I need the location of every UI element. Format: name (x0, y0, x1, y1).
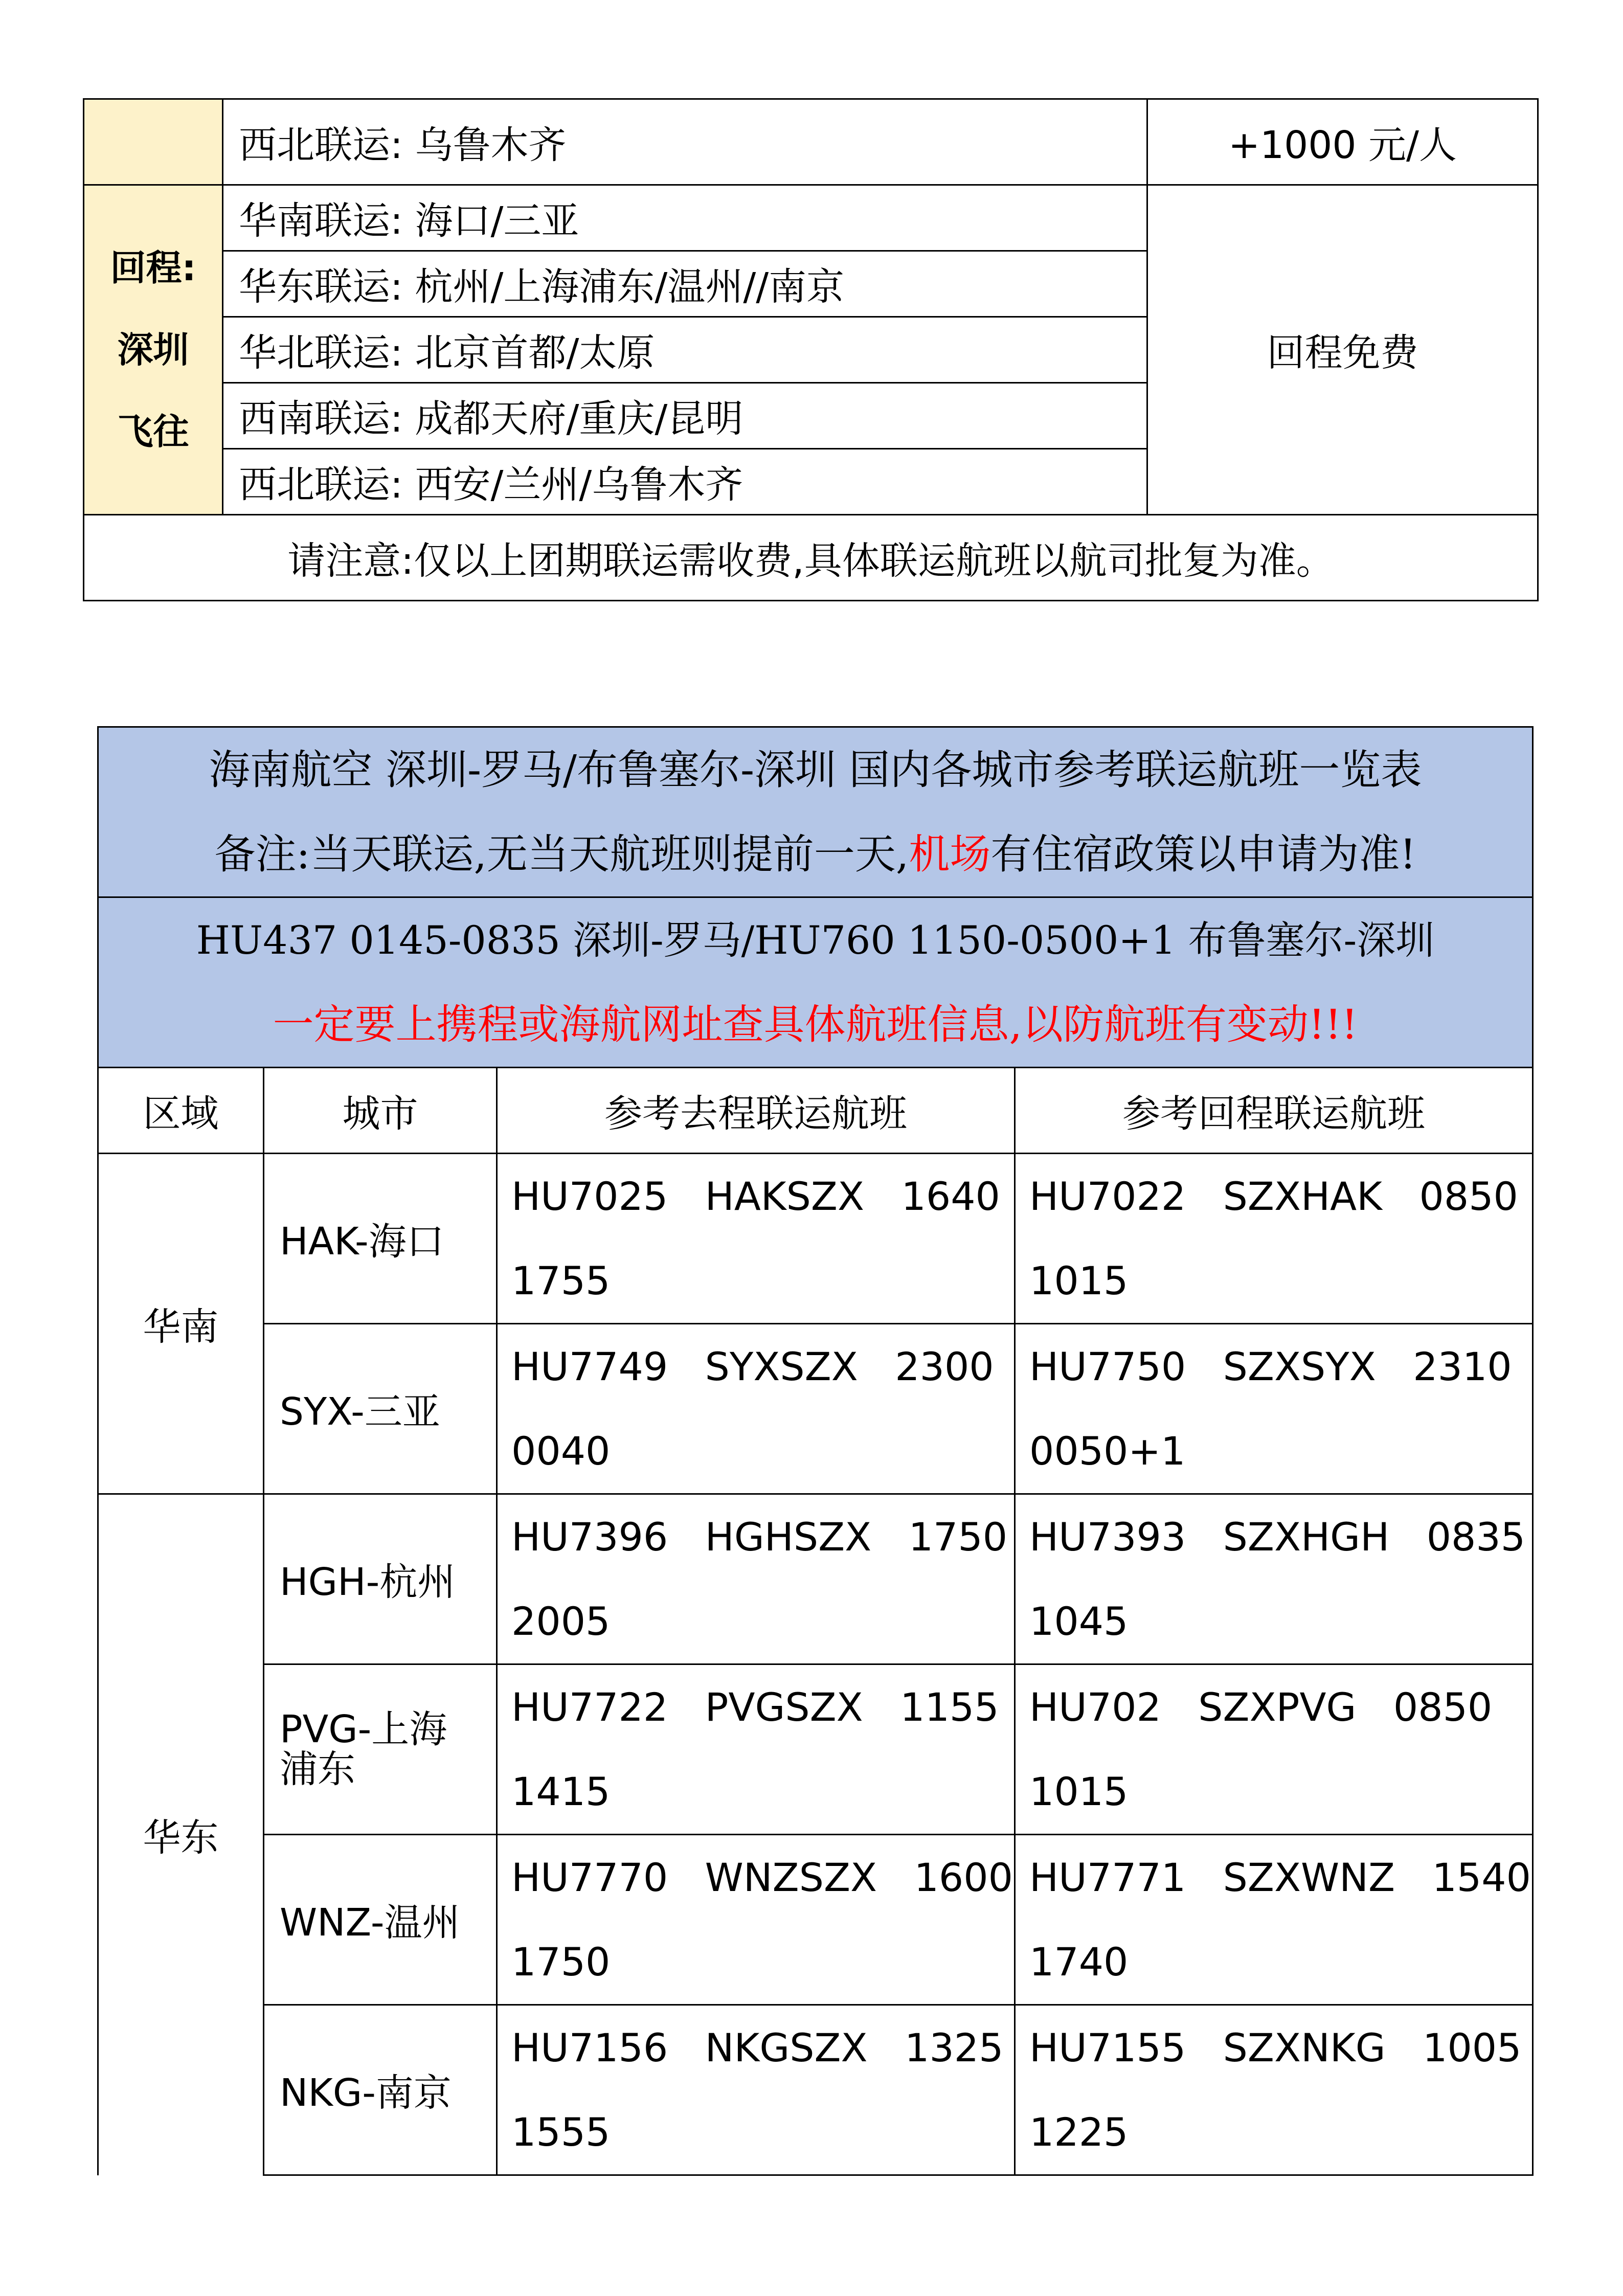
flight-line: HU7750 SZXSYX 2310 (1029, 1344, 1512, 1389)
flight-line: 1045 (1029, 1599, 1129, 1644)
return-route-northwest: 西北联运: 西安/兰州/乌鲁木齐 (223, 449, 1147, 515)
return-flight-hgh (1015, 1494, 1533, 1664)
outbound-flight-wnz (497, 1835, 1015, 2005)
return-fee: 回程免费 (1147, 185, 1538, 515)
flight-line: 1755 (511, 1258, 611, 1303)
flight-line: HU7022 SZXHAK 0850 (1029, 1174, 1518, 1219)
flight-line: 1015 (1029, 1769, 1129, 1814)
region-south-china: 华南 (98, 1154, 264, 1494)
return-label-line: 回程: (110, 247, 196, 289)
return-route-southwest: 西南联运: 成都天府/重庆/昆明 (223, 383, 1147, 449)
city-name-line: 浦东 (280, 1747, 355, 1791)
flight-line: 1415 (511, 1769, 611, 1814)
return-flight-pvg (1015, 1664, 1533, 1835)
city-name-line: PVG-上海 (280, 1707, 447, 1751)
city-pvg (264, 1664, 497, 1835)
remark-highlight: 机场 (909, 830, 991, 878)
main-flights-info: HU437 0145-0835 深圳-罗马/HU760 1150-0500+1 布鲁塞尔-深圳 (196, 917, 1435, 963)
city-hgh: HGH-杭州 (264, 1494, 497, 1664)
outbound-flight-pvg (497, 1664, 1015, 1835)
flight-line: 1225 (1029, 2109, 1129, 2155)
return-route-south: 华南联运: 海口/三亚 (223, 185, 1147, 251)
flight-line: HU7749 SYXSZX 2300 (511, 1344, 994, 1389)
flight-line: HU7393 SZXHGH 0835 (1029, 1514, 1526, 1560)
remark-text-end: 有住宿政策以申请为准! (990, 830, 1416, 878)
header-region: 区域 (98, 1068, 264, 1154)
city-hak: HAK-海口 (264, 1154, 497, 1324)
warning-text: 一定要上携程或海航网址查具体航班信息,以防航班有变动!!! (273, 1001, 1358, 1048)
return-route-east: 华东联运: 杭州/上海浦东/温州//南京 (223, 251, 1147, 317)
flight-line: 1015 (1029, 1258, 1129, 1303)
outbound-flight-hgh (497, 1494, 1015, 1664)
outbound-label-cell (84, 99, 223, 185)
return-flight-nkg (1015, 2005, 1533, 2175)
flight-line: 2005 (511, 1599, 611, 1644)
return-flight-wnz (1015, 1835, 1533, 2005)
flight-line: 0050+1 (1029, 1428, 1186, 1474)
city-wnz: WNZ-温州 (264, 1835, 497, 2005)
return-label-line: 飞往 (117, 411, 189, 453)
flight-line: 1555 (511, 2109, 611, 2155)
flight-line: HU7155 SZXNKG 1005 (1029, 2025, 1522, 2070)
connection-flights-table (97, 726, 1534, 2176)
return-flight-syx (1015, 1324, 1533, 1494)
flight-line: 0040 (511, 1428, 611, 1474)
return-label-line: 深圳 (117, 329, 189, 371)
table-title: 海南航空 深圳-罗马/布鲁塞尔-深圳 国内各城市参考联运航班一览表 (209, 746, 1422, 794)
flight-line: HU7396 HGHSZX 1750 (511, 1514, 1008, 1560)
region-east-china: 华东 (98, 1494, 264, 2175)
flight-line: 1750 (511, 1939, 611, 1985)
info-banner (98, 897, 1533, 1068)
city-nkg: NKG-南京 (264, 2005, 497, 2175)
route-northwest-outbound: 西北联运: 乌鲁木齐 (223, 99, 1147, 185)
remark-text: 备注:当天联运,无当天航班则提前一天, (214, 830, 909, 878)
city-syx: SYX-三亚 (264, 1324, 497, 1494)
return-flight-hak (1015, 1154, 1533, 1324)
return-route-north: 华北联运: 北京首都/太原 (223, 317, 1147, 383)
outbound-flight-syx (497, 1324, 1015, 1494)
flight-line: HU7770 WNZSZX 1600 (511, 1855, 1013, 1900)
return-label-cell (84, 185, 223, 515)
outbound-flight-hak (497, 1154, 1015, 1324)
connection-fee-table (83, 98, 1539, 601)
flight-line: HU7156 NKGSZX 1325 (511, 2025, 1004, 2070)
header-outbound: 参考去程联运航班 (497, 1068, 1015, 1154)
flight-line: HU7025 HAKSZX 1640 (511, 1174, 1000, 1219)
flight-line: HU7722 PVGSZX 1155 (511, 1684, 999, 1730)
title-banner (98, 727, 1533, 897)
flight-line: HU7771 SZXWNZ 1540 (1029, 1855, 1531, 1900)
outbound-flight-nkg (497, 2005, 1015, 2175)
remark (99, 812, 1532, 896)
header-city: 城市 (264, 1068, 497, 1154)
fee-northwest: +1000 元/人 (1147, 99, 1538, 185)
flight-line: HU702 SZXPVG 0850 (1029, 1684, 1493, 1730)
flight-line: 1740 (1029, 1939, 1129, 1985)
fee-note: 请注意:仅以上团期联运需收费,具体联运航班以航司批复为准。 (84, 515, 1538, 601)
header-return: 参考回程联运航班 (1015, 1068, 1533, 1154)
